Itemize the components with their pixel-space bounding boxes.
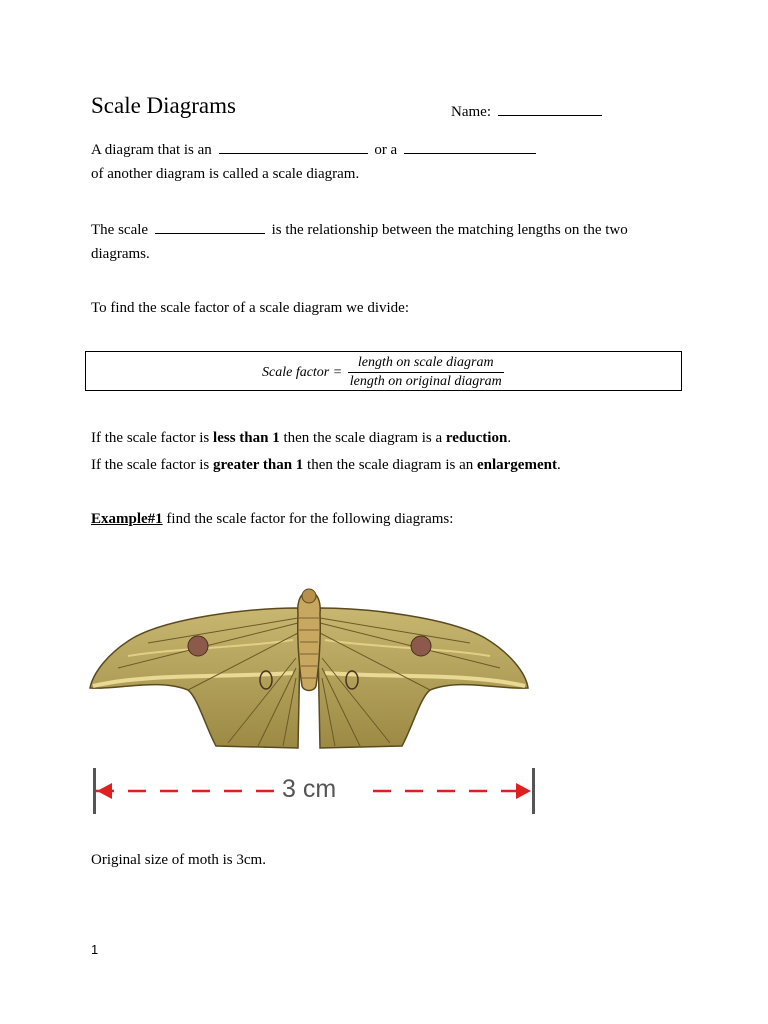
scale-factor-formula [262, 355, 504, 390]
rule-reduction-post: . [507, 430, 512, 446]
rule-enlargement-mid: then the scale diagram is an [307, 457, 474, 473]
measure-label: 3 cm [282, 775, 337, 803]
moth-illustration [88, 578, 534, 758]
scale-def-text-b: is the relationship between the matching lengths on the two [271, 222, 628, 238]
rule-enlargement-pre: If the scale factor is [91, 457, 210, 473]
moth-right-eyespot [411, 636, 431, 656]
rule-reduction-result: reduction [445, 430, 508, 446]
scale-def-blank[interactable] [155, 219, 265, 234]
rule-enlargement-result: enlargement [476, 457, 557, 473]
moth-left-eyespot [188, 636, 208, 656]
rule-reduction-pre: If the scale factor is [91, 430, 210, 446]
intro-blank-1[interactable] [219, 139, 368, 154]
scale-def-line-2: diagrams. [91, 246, 150, 262]
intro-line-2: of another diagram is called a scale diagram. [91, 166, 360, 182]
example-text: find the scale factor for the following diagrams: [166, 511, 454, 527]
moth-caption: Original size of moth is 3cm. [91, 852, 266, 868]
measure-right-tick [532, 768, 535, 814]
measure-left-tick [93, 768, 96, 814]
name-label: Name: [451, 104, 491, 120]
formula-fraction [348, 355, 504, 390]
rule-enlargement [91, 457, 561, 474]
name-field-row [451, 101, 605, 121]
rule-reduction-condition: less than 1 [213, 430, 280, 446]
intro-text-b: or a [374, 142, 398, 158]
rule-enlargement-post: . [556, 457, 561, 473]
moth-body [298, 592, 321, 691]
example-heading [91, 511, 453, 528]
measure-left-arrowhead [97, 783, 112, 799]
rule-reduction [91, 430, 511, 447]
measure-right-arrowhead [516, 783, 531, 799]
rule-enlargement-condition: greater than 1 [213, 457, 304, 473]
formula-denominator: length on original diagram [349, 374, 502, 389]
rule-reduction-mid: then the scale diagram is a [283, 430, 443, 446]
divide-instruction: To find the scale factor of a scale diagram we divide: [91, 300, 409, 316]
formula-lhs: Scale factor = [262, 364, 343, 380]
intro-line-1 [91, 139, 539, 159]
example-label: Example#1 [91, 511, 163, 527]
intro-text-a: A diagram that is an [91, 142, 212, 158]
scale-def-text-a: The scale [91, 222, 149, 238]
page-number: 1 [91, 942, 99, 957]
name-blank[interactable] [498, 101, 602, 116]
scale-def-line-1 [91, 219, 628, 239]
formula-numerator: length on scale diagram [348, 355, 504, 373]
intro-blank-2[interactable] [404, 139, 536, 154]
page-title: Scale Diagrams [91, 93, 236, 118]
